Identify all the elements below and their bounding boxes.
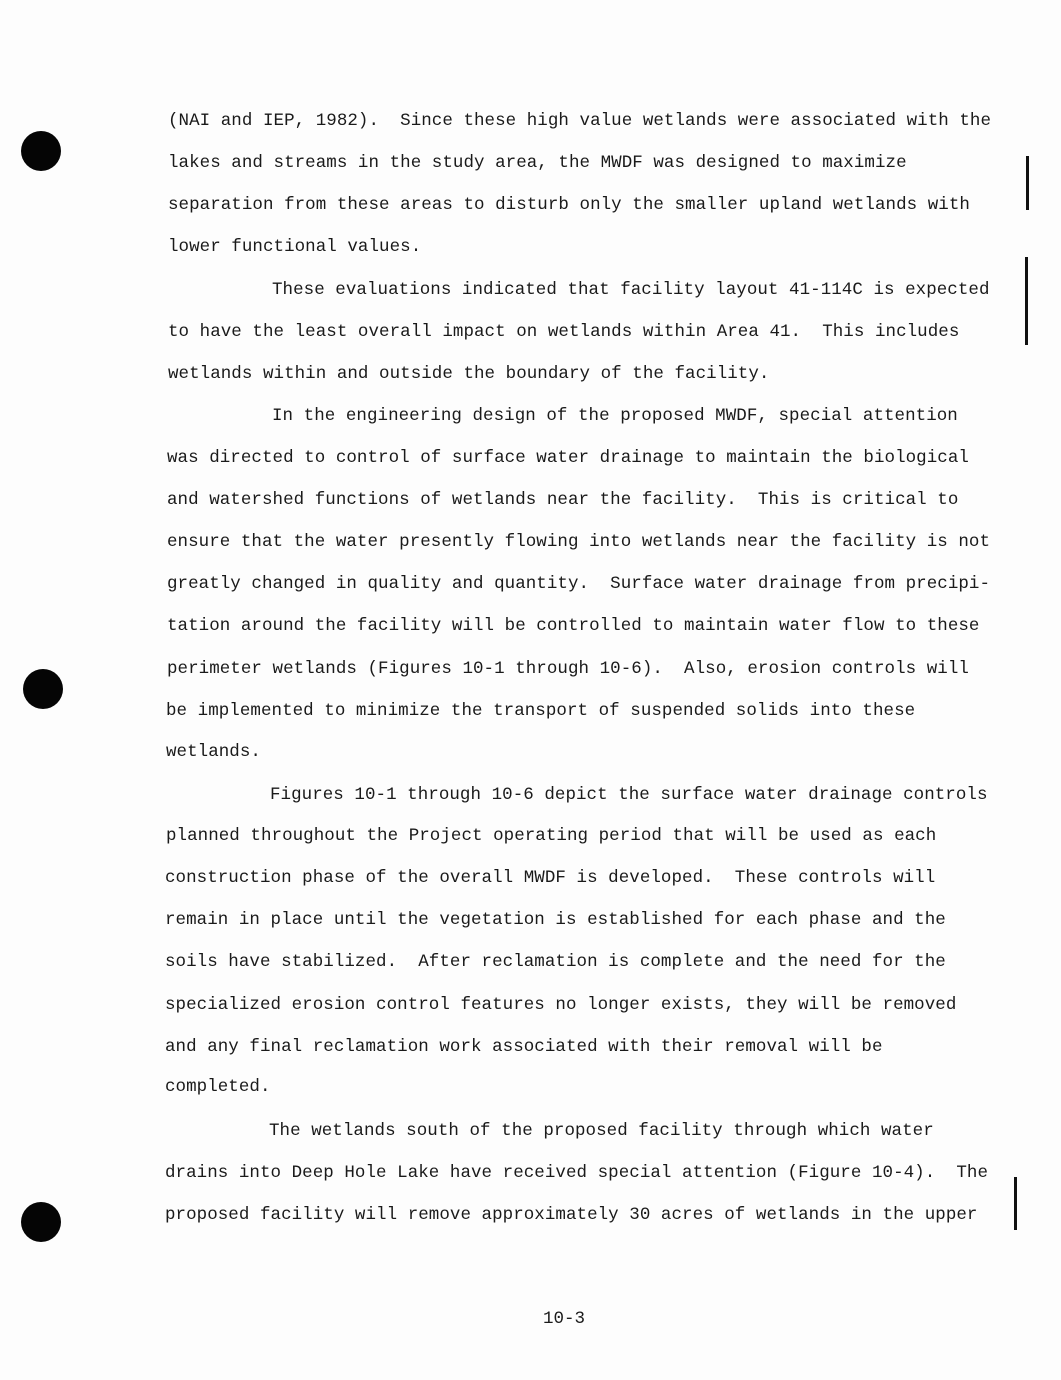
text-line: completed. [165,1077,271,1097]
text-line: The wetlands south of the proposed facility through which water [269,1121,934,1141]
text-line: to have the least overall impact on wetlands within Area 41. This includes [168,322,960,342]
revision-bar [1014,1177,1017,1230]
text-line: greatly changed in quality and quantity. Surface water drainage from precipi- [167,574,991,594]
text-line: (NAI and IEP, 1982). Since these high value wetlands were associated with the [168,111,992,131]
text-line: lakes and streams in the study area, the MWDF was designed to maximize [168,153,907,173]
text-line: be implemented to minimize the transport of suspended solids into these [166,701,916,721]
text-line: planned throughout the Project operating period that will be used as each [166,826,937,846]
text-line: specialized erosion control features no longer exists, they will be removed [165,995,957,1015]
text-line: separation from these areas to disturb only the smaller upland wetlands with [168,195,970,215]
text-line: In the engineering design of the proposed MWDF, special attention [272,406,958,426]
text-line: ensure that the water presently flowing into wetlands near the facility is not [167,532,991,552]
revision-bar [1026,156,1029,210]
page-number: 10-3 [543,1309,586,1329]
binder-hole-top [21,131,61,171]
text-line: wetlands within and outside the boundary of the facility. [168,364,770,384]
text-line: and watershed functions of wetlands near the facility. This is critical to [167,490,959,510]
text-line: These evaluations indicated that facility layout 41-114C is expected [272,280,990,300]
text-line: construction phase of the overall MWDF is developed. These controls will [165,868,936,888]
text-line: tation around the facility will be controlled to maintain water flow to these [167,616,980,636]
text-line: proposed facility will remove approximately 30 acres of wetlands in the upper [165,1205,978,1225]
revision-bar [1025,257,1028,345]
text-line: and any final reclamation work associated with their removal will be [165,1037,883,1057]
text-line: Figures 10-1 through 10-6 depict the surface water drainage controls [270,785,988,805]
text-line: was directed to control of surface water drainage to maintain the biological [167,448,969,468]
text-line: drains into Deep Hole Lake have received special attention (Figure 10-4). The [165,1163,989,1183]
text-line: remain in place until the vegetation is established for each phase and the [165,910,946,930]
text-line: lower functional values. [168,237,422,257]
text-line: soils have stabilized. After reclamation is complete and the need for the [165,952,946,972]
binder-hole-bottom [21,1202,61,1242]
text-line: wetlands. [166,742,261,762]
binder-hole-middle [23,669,63,709]
text-line: perimeter wetlands (Figures 10-1 through 10-6). Also, erosion controls will [167,659,969,679]
